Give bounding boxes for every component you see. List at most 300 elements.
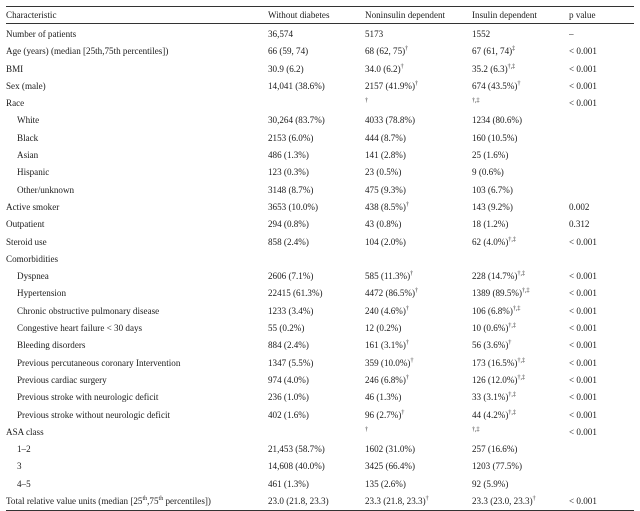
label-text: Sex (male): [6, 80, 46, 91]
insulin-value: [472, 407, 569, 424]
without-diabetes-value: [268, 389, 365, 406]
noninsulin-value: [365, 182, 472, 199]
noninsulin-value: [365, 216, 472, 233]
significance-marker: †: [401, 409, 405, 416]
without-diabetes-value: [268, 372, 365, 389]
row-label: [6, 251, 268, 268]
row-label: [6, 216, 268, 233]
label-text: White: [17, 115, 40, 126]
without-diabetes-value: [268, 268, 365, 285]
without-diabetes-value-text: 21,453 (58.7%): [268, 444, 325, 455]
label-text: ASA class: [6, 426, 44, 437]
insulin-value-text: 33 (3.1%): [472, 392, 509, 403]
p-value-text: < 0.001: [569, 426, 597, 437]
noninsulin-value: [365, 130, 472, 147]
row-label: [6, 320, 268, 337]
insulin-value-text: 67 (61, 74): [472, 46, 513, 57]
noninsulin-value: [365, 268, 472, 285]
noninsulin-value-text: 240 (4.6%): [365, 305, 406, 316]
row-label: [6, 78, 268, 95]
insulin-value-text: 126 (12.0%): [472, 374, 518, 385]
significance-marker: †,‡: [507, 63, 516, 70]
label-text: BMI: [6, 63, 24, 74]
table-row: [6, 78, 634, 95]
table-row: [6, 303, 634, 320]
row-label: [6, 493, 268, 511]
label-text: Total relative value units (median [25: [6, 496, 143, 507]
row-label: [6, 43, 268, 60]
without-diabetes-value-text: 123 (0.3%): [268, 167, 309, 178]
without-diabetes-value-text: 3148 (8.7%): [268, 184, 314, 195]
without-diabetes-value-text: 884 (2.4%): [268, 340, 309, 351]
label-text: Number of patients: [6, 29, 77, 39]
table-row: [6, 424, 634, 441]
p-value: [569, 320, 634, 337]
significance-marker: †: [410, 357, 414, 364]
without-diabetes-value: [268, 355, 365, 372]
p-value: [569, 268, 634, 285]
significance-marker: †,‡: [517, 357, 525, 364]
without-diabetes-value-text: 22415 (61.3%): [268, 288, 323, 299]
insulin-value: [472, 441, 569, 458]
insulin-value-text: 103 (6.7%): [472, 184, 513, 195]
insulin-value: [472, 182, 569, 199]
noninsulin-value-text: 438 (8.5%): [365, 201, 406, 212]
label-text: Previous cardiac surgery: [17, 374, 107, 385]
insulin-value-text: 1203 (77.5%): [472, 461, 523, 472]
without-diabetes-value-text: 294 (0.8%): [268, 219, 309, 230]
insulin-value-text: 257 (16.6%): [472, 444, 518, 455]
significance-marker: †,‡: [472, 98, 480, 105]
without-diabetes-value: [268, 61, 365, 78]
header-insulin-dependent: Insulin dependent: [472, 7, 569, 24]
insulin-value: [472, 251, 569, 268]
noninsulin-value-text: 23 (0.5%): [365, 167, 402, 178]
table-row: [6, 493, 634, 511]
without-diabetes-value-text: 2606 (7.1%): [268, 271, 314, 282]
noninsulin-value-text: 141 (2.8%): [365, 150, 406, 161]
insulin-value: [472, 458, 569, 475]
label-text: ,75: [147, 496, 159, 507]
p-value: [569, 407, 634, 424]
insulin-value: [472, 78, 569, 95]
insulin-value-text: 1389 (89.5%): [472, 288, 523, 299]
label-text: Previous stroke without neurologic deficit: [17, 409, 171, 420]
label-text: 1–2: [17, 444, 31, 455]
noninsulin-value-text: 2157 (41.9%): [365, 80, 416, 91]
label-text: 4–5: [17, 478, 31, 489]
without-diabetes-value-text: 66 (59, 74): [268, 46, 309, 57]
header-p-value: p value: [569, 7, 634, 24]
insulin-value: [472, 199, 569, 216]
table-row: [6, 199, 634, 216]
p-value-text: < 0.001: [569, 374, 597, 385]
insulin-value-text: 92 (5.9%): [472, 478, 509, 489]
table-row: [6, 164, 634, 181]
noninsulin-value-text: 246 (6.8%): [365, 374, 406, 385]
label-text: Hypertension: [17, 288, 66, 299]
p-value-text: < 0.001: [569, 98, 597, 109]
significance-marker: †: [532, 496, 536, 503]
significance-marker: †: [415, 80, 419, 87]
without-diabetes-value-text: 1233 (3.4%): [268, 305, 314, 316]
noninsulin-value: [365, 61, 472, 78]
significance-marker: †,‡: [517, 271, 525, 278]
insulin-value-text: 25 (1.6%): [472, 150, 509, 161]
table-row: [6, 147, 634, 164]
insulin-value-text: 173 (16.5%): [472, 357, 518, 368]
significance-marker: †: [365, 98, 368, 105]
noninsulin-value: [365, 493, 472, 511]
insulin-value: [472, 234, 569, 251]
label-text: Previous percutaneous coronary Intervention: [17, 357, 181, 368]
label-text: Congestive heart failure < 30 days: [17, 323, 143, 334]
row-label: [6, 147, 268, 164]
significance-marker: †: [405, 305, 409, 312]
p-value: [569, 234, 634, 251]
noninsulin-value: [365, 24, 472, 44]
noninsulin-value: [365, 285, 472, 302]
table-row: [6, 61, 634, 78]
row-label: [6, 372, 268, 389]
noninsulin-value-text: 161 (3.1%): [365, 340, 406, 351]
without-diabetes-value: [268, 112, 365, 129]
label-text: Other/unknown: [17, 184, 75, 195]
header-without-diabetes: Without diabetes: [268, 7, 365, 24]
without-diabetes-value: [268, 493, 365, 511]
table-row: [6, 216, 634, 233]
significance-marker: †,‡: [512, 305, 521, 312]
table-row: [6, 251, 634, 268]
p-value: [569, 441, 634, 458]
significance-marker: †,‡: [508, 392, 516, 399]
p-value: [569, 285, 634, 302]
p-value: [569, 372, 634, 389]
p-value: [569, 24, 634, 44]
p-value: [569, 43, 634, 60]
noninsulin-value-text: 68 (62, 75): [365, 46, 406, 57]
table-row: [6, 285, 634, 302]
p-value: [569, 303, 634, 320]
insulin-value: [472, 424, 569, 441]
without-diabetes-value-text: 30.9 (6.2): [268, 63, 304, 74]
noninsulin-value-text: 23.3 (21.8, 23.3): [365, 496, 426, 507]
significance-marker: †,‡: [508, 409, 516, 416]
without-diabetes-value: [268, 337, 365, 354]
label-text: Asian: [17, 150, 39, 161]
without-diabetes-value: [268, 303, 365, 320]
p-value-text: < 0.001: [569, 357, 597, 368]
noninsulin-value: [365, 441, 472, 458]
table-row: [6, 130, 634, 147]
label-text: Comorbidities: [6, 253, 59, 264]
table-row: [6, 476, 634, 493]
without-diabetes-value: [268, 130, 365, 147]
noninsulin-value-text: 43 (0.8%): [365, 219, 402, 230]
significance-marker: †,‡: [472, 426, 480, 433]
insulin-value-text: 18 (1.2%): [472, 219, 509, 230]
without-diabetes-value: [268, 320, 365, 337]
insulin-value-text: 674 (43.5%): [472, 80, 518, 91]
row-label: [6, 407, 268, 424]
insulin-value-text: 10 (0.6%): [472, 323, 509, 334]
significance-marker: †: [415, 288, 419, 295]
row-label: [6, 199, 268, 216]
p-value-text: < 0.001: [569, 271, 597, 282]
noninsulin-value-text: 585 (11.3%): [365, 271, 411, 282]
insulin-value-text: 56 (3.6%): [472, 340, 509, 351]
row-label: [6, 476, 268, 493]
without-diabetes-value: [268, 216, 365, 233]
noninsulin-value-text: 475 (9.3%): [365, 184, 406, 195]
label-text: Black: [17, 132, 39, 143]
row-label: [6, 389, 268, 406]
without-diabetes-value-text: 30,264 (83.7%): [268, 115, 325, 126]
p-value: [569, 78, 634, 95]
without-diabetes-value-text: 1347 (5.5%): [268, 357, 314, 368]
noninsulin-value: [365, 78, 472, 95]
significance-marker: †: [405, 46, 409, 53]
p-value: [569, 182, 634, 199]
p-value: [569, 476, 634, 493]
significance-marker: †: [405, 340, 409, 347]
insulin-value-text: 160 (10.5%): [472, 132, 518, 143]
row-label: [6, 268, 268, 285]
noninsulin-value: [365, 147, 472, 164]
without-diabetes-value: [268, 199, 365, 216]
without-diabetes-value-text: 402 (1.6%): [268, 409, 309, 420]
significance-marker: †: [425, 496, 429, 503]
insulin-value: [472, 61, 569, 78]
table-row: [6, 43, 634, 60]
without-diabetes-value-text: 461 (1.3%): [268, 478, 309, 489]
p-value: [569, 389, 634, 406]
table-row: [6, 407, 634, 424]
label-text: 3: [17, 461, 22, 472]
row-label: [6, 424, 268, 441]
p-value: [569, 216, 634, 233]
noninsulin-value: [365, 424, 472, 441]
insulin-value-text: 62 (4.0%): [472, 236, 509, 247]
row-label: [6, 458, 268, 475]
table-row: [6, 389, 634, 406]
noninsulin-value: [365, 389, 472, 406]
insulin-value-text: 9 (0.6%): [472, 167, 504, 178]
significance-marker: †: [365, 426, 368, 433]
characteristics-table: [6, 6, 634, 511]
without-diabetes-value: [268, 234, 365, 251]
noninsulin-value: [365, 251, 472, 268]
significance-marker: †,‡: [508, 236, 516, 243]
insulin-value-text: 106 (6.8%): [472, 305, 513, 316]
without-diabetes-value: [268, 476, 365, 493]
noninsulin-value-text: 3425 (66.4%): [365, 461, 416, 472]
significance-marker: †: [405, 201, 409, 208]
insulin-value: [472, 130, 569, 147]
table-row: [6, 320, 634, 337]
without-diabetes-value: [268, 43, 365, 60]
significance-marker: †: [405, 374, 409, 381]
noninsulin-value: [365, 458, 472, 475]
p-value-text: –: [569, 29, 574, 39]
p-value: [569, 61, 634, 78]
p-value: [569, 112, 634, 129]
insulin-value-text: 1234 (80.6%): [472, 115, 523, 126]
without-diabetes-value: [268, 441, 365, 458]
insulin-value: [472, 372, 569, 389]
row-label: [6, 337, 268, 354]
table-row: [6, 95, 634, 112]
without-diabetes-value-text: 23.0 (21.8, 23.3): [268, 496, 329, 507]
row-label: [6, 285, 268, 302]
insulin-value: [472, 216, 569, 233]
without-diabetes-value: [268, 424, 365, 441]
noninsulin-value-text: 135 (2.6%): [365, 478, 406, 489]
table-row: [6, 182, 634, 199]
noninsulin-value: [365, 407, 472, 424]
p-value-text: < 0.001: [569, 340, 597, 351]
noninsulin-value-text: 4033 (78.8%): [365, 115, 416, 126]
p-value: [569, 355, 634, 372]
noninsulin-value: [365, 95, 472, 112]
noninsulin-value-text: 5173: [365, 29, 384, 39]
p-value: [569, 337, 634, 354]
noninsulin-value-text: 444 (8.7%): [365, 132, 406, 143]
insulin-value: [472, 112, 569, 129]
noninsulin-value: [365, 164, 472, 181]
row-label: [6, 24, 268, 44]
without-diabetes-value-text: 14,608 (40.0%): [268, 461, 325, 472]
without-diabetes-value: [268, 164, 365, 181]
label-text: Hispanic: [17, 167, 50, 178]
without-diabetes-value-text: 14,041 (38.6%): [268, 80, 325, 91]
label-text: Bleeding disorders: [17, 340, 86, 351]
noninsulin-value: [365, 355, 472, 372]
insulin-value: [472, 320, 569, 337]
label-superscript: th: [142, 496, 148, 503]
row-label: [6, 303, 268, 320]
row-label: [6, 164, 268, 181]
row-label: [6, 182, 268, 199]
insulin-value-text: 1552: [472, 29, 491, 39]
label-text: Steroid use: [6, 236, 47, 247]
table-row: [6, 234, 634, 251]
without-diabetes-value-text: 36,574: [268, 29, 294, 39]
without-diabetes-value-text: 974 (4.0%): [268, 374, 309, 385]
insulin-value: [472, 303, 569, 320]
p-value-text: < 0.001: [569, 80, 597, 91]
noninsulin-value-text: 359 (10.0%): [365, 357, 411, 368]
label-text: Race: [6, 98, 25, 109]
p-value: [569, 164, 634, 181]
noninsulin-value: [365, 337, 472, 354]
significance-marker: †: [508, 340, 512, 347]
noninsulin-value: [365, 112, 472, 129]
insulin-value: [472, 285, 569, 302]
p-value: [569, 493, 634, 511]
insulin-value-text: 23.3 (23.0, 23.3): [472, 496, 533, 507]
noninsulin-value: [365, 372, 472, 389]
p-value-text: < 0.001: [569, 392, 597, 403]
row-label: [6, 112, 268, 129]
noninsulin-value: [365, 476, 472, 493]
noninsulin-value: [365, 234, 472, 251]
insulin-value: [472, 147, 569, 164]
noninsulin-value: [365, 320, 472, 337]
p-value-text: < 0.001: [569, 63, 597, 74]
row-label: [6, 130, 268, 147]
p-value-text: < 0.001: [569, 46, 597, 57]
row-label: [6, 61, 268, 78]
noninsulin-value-text: 1602 (31.0%): [365, 444, 416, 455]
insulin-value: [472, 24, 569, 44]
without-diabetes-value: [268, 182, 365, 199]
without-diabetes-value: [268, 147, 365, 164]
table-row: [6, 458, 634, 475]
without-diabetes-value: [268, 285, 365, 302]
table-row: [6, 372, 634, 389]
p-value-text: 0.002: [569, 201, 590, 212]
without-diabetes-value: [268, 78, 365, 95]
insulin-value-text: 44 (4.2%): [472, 409, 509, 420]
label-text: Dyspnea: [17, 271, 49, 282]
label-superscript: th: [158, 496, 164, 503]
label-text: percentiles]): [163, 496, 211, 507]
p-value-text: < 0.001: [569, 288, 597, 299]
table-body: [6, 24, 634, 511]
insulin-value: [472, 476, 569, 493]
noninsulin-value-text: 46 (1.3%): [365, 392, 402, 403]
without-diabetes-value-text: 236 (1.0%): [268, 392, 309, 403]
label-text: Previous stroke with neurologic deficit: [17, 392, 159, 403]
p-value-text: < 0.001: [569, 323, 597, 334]
header-characteristic: Characteristic: [6, 7, 268, 24]
p-value-text: < 0.001: [569, 236, 597, 247]
label-text: Age (years) (median [25th,75th percentiles]): [6, 46, 169, 57]
significance-marker: ‡: [512, 46, 516, 53]
insulin-value: [472, 95, 569, 112]
significance-marker: †,‡: [522, 288, 530, 295]
insulin-value: [472, 268, 569, 285]
noninsulin-value: [365, 303, 472, 320]
without-diabetes-value-text: 3653 (10.0%): [268, 201, 319, 212]
p-value: [569, 458, 634, 475]
p-value-text: < 0.001: [569, 409, 597, 420]
significance-marker: †: [400, 63, 404, 70]
without-diabetes-value-text: 55 (0.2%): [268, 323, 305, 334]
significance-marker: †,‡: [508, 323, 516, 330]
table-row: [6, 268, 634, 285]
without-diabetes-value-text: 486 (1.3%): [268, 150, 309, 161]
table-row: [6, 355, 634, 372]
insulin-value-text: 228 (14.7%): [472, 271, 518, 282]
p-value: [569, 95, 634, 112]
p-value-text: < 0.001: [569, 305, 597, 316]
noninsulin-value: [365, 43, 472, 60]
p-value: [569, 147, 634, 164]
insulin-value-text: 143 (9.2%): [472, 201, 513, 212]
noninsulin-value-text: 12 (0.2%): [365, 323, 402, 334]
without-diabetes-value: [268, 251, 365, 268]
significance-marker: †,‡: [517, 374, 525, 381]
insulin-value-text: 35.2 (6.3): [472, 63, 508, 74]
p-value: [569, 199, 634, 216]
row-label: [6, 355, 268, 372]
table-row: [6, 112, 634, 129]
without-diabetes-value: [268, 458, 365, 475]
without-diabetes-value-text: 2153 (6.0%): [268, 132, 314, 143]
significance-marker: †: [517, 80, 521, 87]
